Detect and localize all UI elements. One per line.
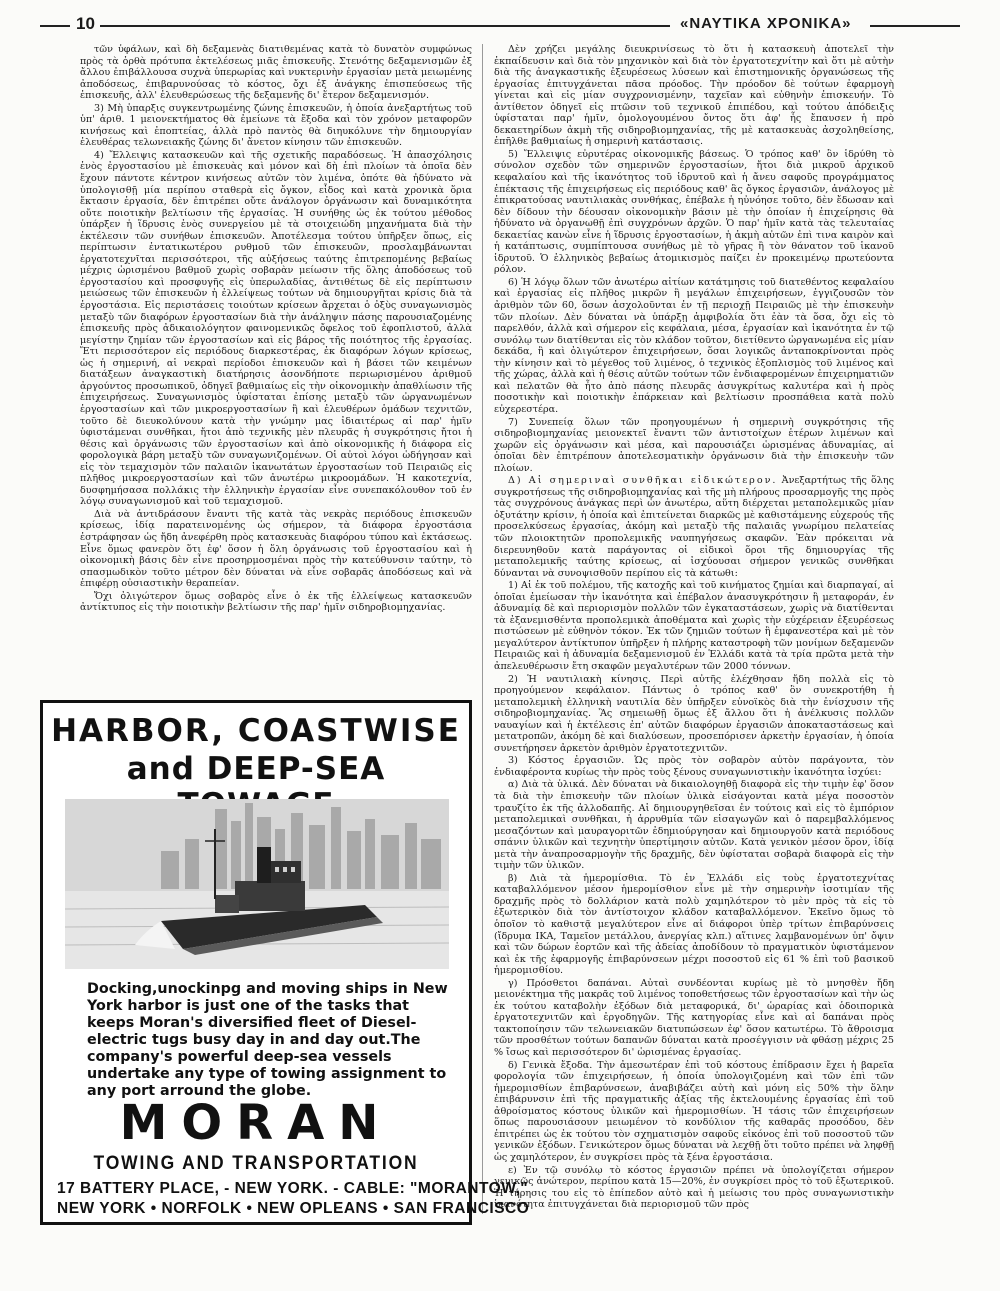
right-paragraph-2: 5) Ἔλλειψις εὐρυτέρας οἰκονομικῆς βάσεως. Ὁ τρόπος καθ' ὃν ἱδρύθη τὸ σύνολον σχεδὸν τῶν σημερινῶν ἐργοστασίων, ἤτοι διὰ μικροῦ ἀρχικοῦ κεφαλαίου καὶ τῆς ἱκανότητος τοῦ ἱδρυτοῦ καὶ ἡ ἄνευ σαφοῦς προγράμματος ἐπέκτασις τῆς ἐπιχειρήσεως εἰς περιόδους καθ' ἃς ὄγκος ἐργασιῶν, ἀνάλογος μὲ ἐπικρατούσας ναυτιλιακὰς συνθήκας, ἐπέβαλε ἡ ηὐνόησε τοῦτο, δὲν ἔδωσαν καὶ δὲν δίδουν τὴν δέουσαν οἰκονομικὴν βάσιν μὲ τὴν ὁποίαν ἡ ἐπιχείρησις θὰ ἠδύνατο νὰ ὀργανωθῇ ἐπὶ συγχρόνων ἀρχῶν. Ὁ παρ' ἡμῖν κατὰ τὰς τελευταίας δεκαετίας κανὼν εἶνε ἡ ἵδρυσις ἐργοστασίων, ἡ ἀκμὴ αὐτῶν ἐπὶ τινα καιρὸν καὶ ἡ κατάπτωσις, συμπίπτουσα συνήθως μὲ τὸ γῆρας ἢ τὸν θάνατον τοῦ ἱκανοῦ ἱδρυτοῦ. Ὁ ἑλληνικὸς βεβαίως ἀτομικισμὸς παίζει ἐν προκειμένῳ πρωτεύοντα ρόλον. — [494, 148, 894, 276]
ad-subtitle: TOWING AND TRANSPORTATION — [93, 1153, 419, 1174]
ad-address: 17 BATTERY PLACE, - NEW YORK. - CABLE: "MORANTOW," — [57, 1180, 529, 1197]
page-header — [40, 14, 960, 36]
column-divider — [482, 44, 483, 1214]
right-item-a: α) Διὰ τὰ ὑλικά. Δὲν δύναται νὰ δικαιολογηθῇ διαφορὰ εἰς τὴν τιμὴν ἐφ' ὅσον τὰ διὰ τὴν ἐπισκευὴν τῶν πλοίων ὑλικὰ εἰσάγονται κατὰ μέγα ποσοστὸν τραυζίτο ἐκ τῆς ἀλλοδαπῆς. Αἱ δημιουργηθεῖσαι ἐν τούτοις καὶ εἰς τὸ ἐμπόριον μεταπολεμικαὶ συνθῆκαι, ἡ ἀρρυθμία τῶν εἰσαγωγῶν καὶ ὁ παρεμβαλλόμενος μεσαζόντων καὶ μαυραγοριτῶν ἐδημιούργησαν καὶ δημιουργοῦν κατὰ περιόδους σπάνιν ὑλικῶν καὶ τεχνητὴν ὑπερτίμησιν αὐτῶν. Κατὰ γενικὸν μέσον ὅρον, ἰδίᾳ μετὰ τὴν ἀναπροσαρμογὴν τῆς δραχμῆς, δὲν ὑφίσταται σοβαρὰ διαφορὰ εἰς τὴν τιμὴν τῶν ὑλικῶν. — [494, 779, 894, 872]
right-item-3: 3) Κόστος ἐργασιῶν. Ὡς πρὸς τὸν σοβαρὸν αὐτὸν παράγοντα, τὸν ἐνδιαφέροντα κυρίως τὴν πρὸς τοὺς ξένους συναγωνιστικὴν ἱκανότητα ἰσχύει: — [494, 755, 894, 778]
subhead-paragraph — [494, 475, 894, 579]
left-paragraph-4: Διὰ νὰ ἀντιδράσουν ἔναντι τῆς κατὰ τὰς νεκρὰς περιόδους ἐπισκευῶν κρίσεως, ἰδίᾳ παρατεινομένης ὡς σήμερον, τὰ διάφορα ἐργοστάσια ἐστράφησαν ὡς ἤδη ἀνεφέρθη πρὸς κατασκευὰς διαφόρου τύπου καὶ ἐκτάσεως. Εἶνε ὅμως φανερὸν ὅτι ἐφ' ὅσον ἡ ὅλη ὀργάνωσις τοῦ ἐργοστασίου καὶ ἡ οἰκονομικὴ βάσις δὲν εἶνε προσηρμοσμέναι πρὸς τὴν κατεύθυνσιν ταύτην, τὸ σπασμωδικὸν τοῦτο μέτρον δὲν δύναται νὰ εἶνε σοβαρᾶς ἀποδόσεως καὶ νὰ ἐπιφέρῃ οὐσιαστικὴν θεραπείαν. — [80, 508, 472, 590]
right-paragraph-3: 6) Ἡ λόγῳ ὅλων τῶν ἀνωτέρω αἰτίων κατάτμησις τοῦ διατεθέντος κεφαλαίου καὶ ἐργασίας εἰς πλῆθος μικρῶν ἢ μεγάλων ἐπιχειρήσεων, ἐγγιζουσῶν τὸν ἀριθμὸν τῶν 60, ὅσων ἀσχολοῦνται ἐν τῇ περιοχῇ Πειραιῶς μὲ τὴν ἐπισκευὴν τῶν πλοίων. Δὲν δύναται νὰ ὑπάρξῃ ἀμφιβολία ὅτι ἐὰν τὰ ὅσα, ὄχι εἰς τὸ παρελθόν, ἀλλὰ καὶ σήμερον εἰς κεφάλαια, μέσα, ἐργασίαν καὶ ἱκανότητα ἐν τῷ συνόλῳ των διατίθενται εἰς τὸν κλάδον τοῦτον, διετίθεντο ὠργανωμένα εἰς μίαν δεκάδα, ἢ καὶ ὀλιγώτερον ἐπιχειρήσεων, ὅσαι λογικῶς ἀνταποκρίνονται πρὸς τὴν κίνησιν καὶ τὸ μέγεθος τοῦ λιμένος, ὁ τεχνικὸς ἐξοπλισμὸς τοῦ λιμένος καὶ τῆς χώρας, ἀλλὰ καὶ ἡ θέσις αὐτῶν τούτων τῶν ἐνδιαφερομένων ἐπιχειρηματιῶν καὶ πελατῶν θὰ ἦτο ἀπὸ πάσης πλευρᾶς ἀσυγκρίτως καλυτέρα καὶ ἡ πρὸς ποσοτικὴν καὶ ποιοτικὴν ἐπάρκειαν καὶ βελτίωσιν προσπάθεια κατὰ πολὺ εὐχερεστέρα. — [494, 276, 894, 415]
right-paragraph-1: Δὲν χρήζει μεγάλης διευκρινίσεως τὸ ὅτι ἡ κατασκευὴ ἀποτελεῖ τὴν ἐκπαίδευσιν καὶ διὰ τὸν μηχανικὸν καὶ διὰ τὸν ἐργατοτεχνίτην καὶ ὅτι μὲ αὐτὴν διὰ τῆς ἀναγκαστικῆς ἐξευρέσεως λύσεων καὶ ἐπιστημονικῆς ὀργανώσεως τῆς ἐργασίας ἐπιτυγχάνεται πᾶσα πρόοδος. Τὴν πρόοδον δὲ τούτων ἐφαρμογὴ γίνεται καὶ εἰς μίαν συγχρονισμένην, ταχεῖαν καὶ εὐθηνὴν ἐπισκευήν. Τὸ ἀντίθετον ὁδηγεῖ εἰς πτῶσιν τοῦ τεχνικοῦ ἐπιπέδου, καὶ τούτου ἀπόδειξις ὑφίσταται παρ' ἡμῖν, ὁμολογουμένου ὄντος ὅτι ἀφ' ἧς ἔπαυσεν ἡ πρὸ δεκαετηρίδων ἀκμὴ τῆς σιδηροβιομηχανίας, τῆς μὲ κατασκευὰς ἀσχοληθείσης, ἐπῆλθε βαθμιαίως ἡ σημερινὴ κατάστασις. — [494, 44, 894, 148]
right-column — [494, 44, 894, 1214]
ad-headline-2: and DEEP-SEA — [126, 751, 386, 787]
right-item-e: ε) Ἐν τῷ συνόλῳ τὸ κόστος ἐργασιῶν πρέπει νὰ ὑπολογίζεται σήμερον γενικῶς ἀνώτερον, περίπου κατὰ 15—20%, ἐν συγκρίσει πρὸς τὸ τοῦ ἐξωτερικοῦ. Ἡ τήρησις του εἰς τὸ ἐπίπεδον αὐτὸ καὶ ἡ μείωσις του πρὸς συναγωνιστικὴν ἱκανότητα ἐπιτυγχάνεται διὰ περιορισμοῦ τῶν πρὸς — [494, 1164, 894, 1211]
tugboat-photo — [65, 799, 449, 969]
left-paragraph-3: 4) Ἔλλειψις κατασκευῶν καὶ τῆς σχετικῆς παραδόσεως. Ἡ ἀπασχόλησις ἑνὸς ἐργοστασίου μὲ ἐπισκευὰς καὶ μόνον καὶ δὴ ἐπὶ πλοίων τὰ ὁποῖα δὲν ἔχουν πάντοτε κέντρον κινήσεως αὐτῶν τὸν λιμένα, ὁπότε θὰ ἠδύνατο νὰ ὑπολογισθῇ μία περίπου σταθερὰ εἰς ὄγκον, εἶδος καὶ κατὰ χρονικὰ ὅρια ἔκτασιν ἐργασία, δὲν ἐπιτρέπει οὔτε ἀνάλογον ὀργάνωσιν καὶ δυναμικότητα οὔτε ποιοτικὴν βελτίωσιν τῆς ἐργασίας. Ἡ συνήθης ὡς ἐκ τούτου μέθοδος ὑπάρξεν ἡ ἵδρυσις ἑνὸς συνεργείου μὲ τὰ στοιχειώδη μηχανήματα διὰ τὴν ἐκτέλεσιν τῶν συνήθων ἐπισκευῶν. Ἀποτέλεσμα τούτου ὑπῆρξεν ὅπως, εἰς περίπτωσιν ἐντατικωτέρου ρυθμοῦ τῶν ἐπισκευῶν, προσλαμβάνωνται ἐργατοτεχνῖται περισσότεροι, τῆς αὐξήσεως ταύτης ἐπιτρεπομένης βεβαίως μέχρις ὡρισμένου βαθμοῦ χωρὶς σοβαρὰν μείωσιν τῆς ὅλης ἀποδόσεως τοῦ ἐργοστασίου καὶ προσφυγῆς εἰς ὑπερωλαδίας, ἀντιθέτως δὲ εἰς περίπτωσιν μειώσεως τῶν ἐπισκευῶν ἡ ἐλλείψεως τούτων νὰ δημιουργῆται κρίσις διὰ τὰ ἐργοστάσια. Εἰς περιστάσεις τοιούτων κρίσεων ἄρχεται ὁ ὀξὺς συναγωνισμὸς μεταξὺ τῶν διαφόρων ἐργοστασίων διὰ τὴν ἀνάληψιν πάσης παρουσιαζομένης ἐπισκευῆς πρὸς ἀδικαιολόγητον φαινομενικῶς ὄφελος τοῦ ἐφοπλιστοῦ, ἀλλὰ μεγίστην ζημίαν τῶν ἐργοστασίων καὶ εἰς βάρος τῆς ποιότητος τῆς ἐργασίας. Ἔτι περισσότερον εἰς περιόδους διαρκεστέρας, ἐκ διαφόρων λόγων κρίσεως, ὡς ἡ σημερινή, αἱ νεκραὶ περίοδοι ἐπισκευῶν καὶ ἡ βάσει τῶν κειμένων διατάξεων ἀναγκαστικὴ διατήρησις ἀσονδήποτε περιωρισμένου ἀριθμοῦ ἀργούντος προσωπικοῦ, ὁδηγεῖ βαθμιαίως εἰς τὴν οἰκονομικὴν ἀπαθλίωσιν τῆς ἐπιχειρήσεως. Συναγωνισμὸς ὑφίσταται ἐπίσης μεταξὺ τῶν ὠργανωμένων ἐργοστασίων καὶ τῶν μικροεργοστασίων ἢ καὶ ἐλευθέρων ὁμάδων τεχνιτῶν, τοῦτο δὲ διευκολύνουν κατὰ τὴν γνώμην μας ἰδιαιτέρως αἱ παρ' ἡμῖν ὑφιστάμεναι συνθῆκαι, ἤτοι ἀπὸ τεχνικῆς μὲν πλευρᾶς ἡ συγκρότησις ἤτοι ἡ θέσις καὶ ὀργάνωσις τῶν ἐργοστασίων καὶ ἀπὸ οἰκονομικῆς ἡ διάφορα εἰς φορολογικὰ βάρη μεταξὺ τῶν συναγωνιζομένων. Οἱ αὐτοὶ λόγοι ὡδήγησαν καὶ εἰς τὸν τεμαχισμὸν τῶν παλαιῶν ἱκανωτάτων ἐργοστασίων τοῦ Πειραιῶς εἰς πλῆθος μικροεργοστασίων καὶ τῶν ἀνωτέρω μικροομάδων. Ἡ κακοτεχνία, δυσφημήσασα πολλάκις τὴν ἑλληνικὴν ἐργασίαν εἶνε συνεπακόλουθον τοῦ ἐν λόγῳ συναγωνισμοῦ καὶ τοῦ τεμαχισμοῦ. — [80, 149, 472, 508]
page-number: 10 — [76, 14, 95, 33]
left-column — [80, 44, 472, 689]
header-rule-left — [100, 25, 670, 27]
subhead-label: Δ) Αἱ σημεριναὶ συνθῆκαι εἰδικώτερον. — [508, 475, 778, 487]
moran-advertisement — [40, 700, 530, 1225]
ad-headline-1: HARBOR, COASTWISE — [51, 713, 461, 749]
right-paragraph-4: 7) Συνεπείᾳ ὅλων τῶν προηγουμένων ἡ σημερινὴ συγκρότησις τῆς σιδηροβιομηχανίας μειονεκτεῖ ἔναντι τῶν ἀντιστοίχων ἑτέρων λιμένων καὶ χωρῶν εἰς ὀργάνωσιν καὶ μέσα, καὶ παρουσιάζει ὡρισμένας ἀδυναμίας, αἱ ὁποῖαι δὲν ἐπιτρέπουν ἀποτελεσματικὴν ὀργάνωσιν διὰ τὴν ἐπισκευὴν τῶν πλοίων. — [494, 416, 894, 474]
header-rule-right — [870, 25, 960, 27]
tugboat-illustration — [65, 799, 449, 969]
ad-body-text: Docking,unockinpg and moving ships in New York harbor is just one of the tasks that keeps Moran's diversified fleet of Diesel-electric tugs busy day in and day out.The company's powerful deep-sea vessels undertake any type of towing assignment to any port arround the globe. — [87, 981, 448, 1099]
right-item-2: 2) Ἡ ναυτιλιακὴ κίνησις. Περὶ αὐτῆς ἐλέχθησαν ἤδη πολλὰ εἰς τὸ προηγούμενον κεφάλαιον. Πάντως ὁ τρόπος καθ' ὃν συνεκροτήθη ἡ μεταπολεμικὴ ἑλληνικὴ ναυτιλία δὲν ὑπῆρξεν εὐνοϊκὸς διὰ τὴν ἐνίσχυσιν τῆς σιδηροβιομηχανίας. Ἂς σημειωθῇ ὅμως ἐξ ἄλλου ὅτι ἡ ἀνέλκυσις πολλῶν ναυαγίων καὶ ἡ ἐκτέλεσις ἐπ' αὐτῶν διαφόρων ἐργασιῶν ἀποκαταστάσεως καὶ μετατροπῶν, ἀκόμη δὲ καὶ διαλύσεων, προσεπόρισεν ἀρκετὴν ἐργασίαν, ἡ ὁποία συνετήρησεν ἀρκετὸν ἀριθμὸν ἐργατοτεχνιτῶν. — [494, 673, 894, 754]
left-paragraph-5: Ὄχι ὀλιγώτερον ὅμως σοβαρὸς εἶνε ὁ ἐκ τῆς ἐλλείψεως κατασκευῶν ἀντίκτυπος εἰς τὴν ποιοτικὴν βελτίωσιν τῆς παρ' ἡμῖν σιδηροβιομηχανίας. — [80, 590, 472, 614]
left-paragraph-1: τῶν ὑφάλων, καὶ δὴ δεξαμενὰς διατιθεμένας κατὰ τὸ δυνατὸν συμφώνως πρὸς τὰ ὀρθὰ πρότυπα ἐκτελέσεως μιᾶς ἐπισκευῆς. Στενότης δεξαμενισμῶν ἐξ ἄλλου ἐπιβάλλουσα συχνὰ ὑπερωρίας καὶ νυκτερινὴν ἐργασίαν μετὰ μειωμένης ἀποδόσεως, ἐπιβαρυνούσας τὸ κόστος, ὄχι ἐξ ἀνάγκης ἐπισπεύσεως τῆς ἐπισκευῆς, ἀλλ' ἐλευθερώσεως τῆς δεξαμενῆς δι' ἕτερον δεξαμενισμόν. — [80, 44, 472, 102]
subhead-text: Ἀνεξαρτήτως τῆς ὅλης συγκροτήσεως τῆς σιδηροβιομηχανίας καὶ τῆς μὴ πλήρους προσαρμογῆς της πρὸς τὰς συγχρόνους ἀνάγκας περὶ ὧν ἀνωτέρω, αὕτη διέρχεται μεταπολεμικῶς μίαν ὀξυτάτην κρίσιν, ἡ ὁποία καὶ ἐπιτείνεται διαρκῶς μὲ καθιστάμενης εὐχερούς τῆς προσελκύσεως ἐργασίας, ἀκόμη καὶ μεταξὺ τῆς παλαιᾶς γνωρίμου πελατείας τῶν πλοιοκτητῶν προπολεμικῆς ναυπηγήσεως σκαφῶν. Ἐὰν πρόκειται νὰ διερευνηθοῦν κατὰ παράγοντας οἱ εἰδικοὶ ὅροι τῆς δημιουργίας τῆς μεταπολεμικῆς ταύτης κρίσεως, αἱ ἰσχύουσαι σήμερον γενικῶς συνθῆκαι δύνανται νὰ συνοψισθοῦν περίπου εἰς τὰ κάτωθι: — [494, 475, 894, 579]
header-rule-left-short — [40, 25, 70, 27]
left-paragraph-2: 3) Μὴ ὑπαρξις συγκεντρωμένης ζώνης ἐπισκευῶν, ἡ ὁποία ἀνεξαρτήτως τοῦ ὑπ' ἀριθ. 1 μειονεκτήματος θὰ ἐμείωνε τὰ ἔξοδα καὶ τὸν χρόνον μεταφορῶν κινήσεως καὶ ἐποπτείας, ἀλλὰ πρὸ παντὸς θὰ διηυκόλυνε τὴν δημιουργίαν ἐλευθέρας τελωνειακῆς ζώνης δι' ἄνετον κίνησιν τῶν ἐπισκευῶν. — [80, 102, 472, 149]
right-item-1: 1) Αἱ ἐκ τοῦ πολέμου, τῆς κατοχῆς καὶ τοῦ κινήματος ζημίαι καὶ διαρπαγαί, αἱ ὁποῖαι ἐμείωσαν τὴν ἱκανότητα καὶ ἐπέβαλον ἀνασυγκρότησιν ἢ μεταφοράν, ἐν ἀδυναμίᾳ δὲ καὶ περιορισμὸν πολλῶν τῶν ἐγκαταστάσεων, χωρὶς νὰ διατίθενται τὰ ἐξανεμισθέντα προπολεμικὰ ἀποθέματα καὶ χωρὶς τὴν εὐχέρειαν ἐξευρέσεως πιστώσεων μὲ εὐθηνὸν τόκον. Ἐκ τῶν ζημιῶν τούτων ἢ ἐμφανεστέρα καὶ μὲ τὸν μεγαλύτερον ἀντίκτυπον ὑπῆρξεν ἡ πλήρης καταστροφὴ τῶν μονίμων δεξαμενῶν Πειραιῶς καὶ ἡ ἀδυναμία δεξαμενισμοῦ ἐν Ἑλλάδι κατὰ τὰ τρία πρῶτα μετὰ τὴν ἀπελευθέρωσιν ἔτη σκαφῶν μεγαλυτέρων τῶν 2000 τόννων. — [494, 580, 894, 672]
ad-brand-name: MORAN — [119, 1095, 393, 1151]
ad-cities: NEW YORK • NORFOLK • NEW OPLEANS • SAN FRANCISCO — [57, 1200, 530, 1217]
right-item-b: β) Διὰ τὰ ἡμερομίσθια. Τὸ ἐν Ἑλλάδι εἰς τοὺς ἐργατοτεχνίτας καταβαλλόμενον μέσον ἡμερομίσθιον εἶνε μὲ τὴν σημερινὴν ἰσοτιμίαν τῆς δραχμῆς πρὸς τὸ δολλάριον κατὰ πολὺ χαμηλότερον τὸ μὲν πρὸς τὰ εἰς τὸ ἐξωτερικὸν διὰ τὸν ἀντίστοιχον κλάδον καταβαλλόμενον. Ἐκεῖνο ὅμως τὸ ὁποῖον τὸ καθιστᾷ μεγαλύτερον εἶνε αἱ διάφοροι ὑπὲρ τρίτων ἐπιβαρύνσεις (ἴδρυμα ΙΚΑ, Ταμεῖον μετάλλου, ἀνεργίας κλπ.) αἵτινες λαμβανομένων ὑπ' ὄψιν καὶ τῶν δώρων ἑορτῶν καὶ τῆς ἀδείας ἀποδίδουν τὸ πραγματικὸν ὑφιστάμενον καὶ ἐκ τῆς ἐφαρμογῆς ἐπιβαρύνσεων μέχρι ποσοστοῦ εἰς 61 % ἐπὶ τοῦ βασικοῦ ἡμερομισθίου. — [494, 872, 894, 977]
right-item-c: γ) Πρόσθετοι δαπάναι. Αὐταὶ συνδέονται κυρίως μὲ τὸ μνησθὲν ἤδη μειονέκτημα τῆς μακρᾶς τοῦ λιμένος τοποθετήσεως τῶν ἐργοστασίων καὶ τὴν ὡς ἐκ τούτου καταβολὴν ἐξόδων διὰ μεταφορικά, δι' ὡραρίας καὶ ὁδοιπορικὰ ἐργατοτεχνιτῶν καὶ ἐργοδηγῶν. Τῆς κατηγορίας εἶνε καὶ αἱ δαπάναι πρὸς τακτοποίησιν τῶν τελωνειακῶν διατυπώσεων ἐφ' ὅσον κατωτέρω. Τὸ ἄθροισμα τῶν προσθέτων τούτων δαπανῶν δύναται κατὰ προσέγγισιν νὰ φθάσῃ μέχρις 25 % ἴσως καὶ περισσότερον δι' ὡρισμένας ἐργασίας. — [494, 977, 894, 1059]
right-item-d: δ) Γενικὰ ἔξοδα. Τὴν ἀμεσωτέραν ἐπὶ τοῦ κόστους ἐπίδρασιν ἔχει ἡ βαρεῖα φορολογία τῶν ἐπιχειρήσεων, ἡ ὁποία ὑπολογιζομένη καὶ τῶν ἐπὶ τῶν ἡμερομισθίων ἐπιβαρύνσεων, ἀναβιβάζει αὐτὴ καὶ μόνη εἰς 50% τὴν ὅλην ἐπιβάρυνσιν ἐπὶ τῆς πραγματικῆς ἀξίας τῆς ἐκτελουμένης ἐργασίας ἐπὶ τοῦ ἀθροίσματος κόστους ὑλικῶν καὶ ἡμερομισθίων. Ἡ τάσις τῶν ἐπιχειρήσεων ὅπως παρουσιάσουν μειωμένον τὸ κονδύλιον τῆς καθαρᾶς προσόδου, δὲν ἐπιτρέπει ὡς ἐκ τούτου τὸν σχηματισμὸν σαφοῦς εἰκόνος ἐπὶ τοῦ ποσοστοῦ τῶν γενικῶν ἐξόδων. Γενικώτερον ὅμως δύναται νὰ λεχθῇ ὅτι τοῦτο πρέπει νὰ ληφθῇ ὡς χαμηλότερον, ἐν συγκρίσει πρὸς τὰ ξένα ἐργοστάσια. — [494, 1059, 894, 1163]
publication-title: «ΝΑΥΤΙΚΑ ΧΡΟΝΙΚΑ» — [680, 15, 852, 32]
